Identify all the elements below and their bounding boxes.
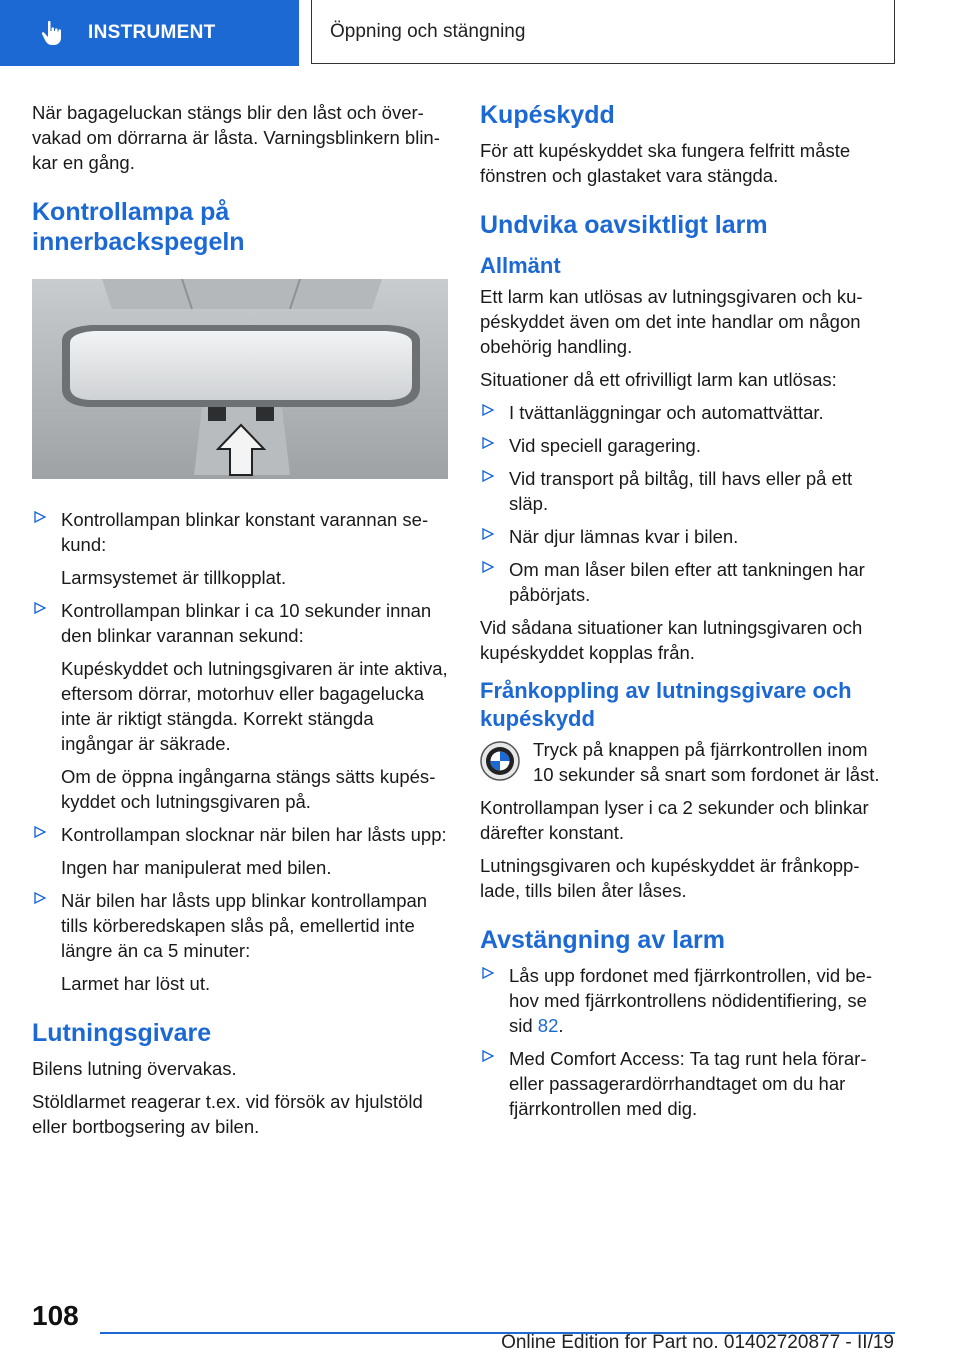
subheading-allmant: Allmänt bbox=[480, 253, 561, 278]
page-reference-link[interactable]: 82 bbox=[537, 1015, 559, 1036]
heading-kupeskydd: Kupéskydd bbox=[480, 101, 615, 129]
right-column bbox=[480, 100, 890, 1129]
list-item bbox=[480, 963, 890, 1038]
paragraph: För att kupéskyddet ska fungera felfritt måste fönstren och glastaket vara stängda. bbox=[480, 140, 851, 186]
list-item bbox=[480, 524, 890, 549]
paragraph: Kontrollampan lyser i ca 2 sekunder och blinkar därefter konstant. bbox=[480, 797, 869, 843]
list-item bbox=[32, 888, 448, 996]
bmw-key-button-icon bbox=[480, 741, 520, 781]
paragraph: Situationer då ett ofrivilligt larm kan utlösas: bbox=[480, 369, 837, 390]
paragraph: Bilens lutning övervakas. bbox=[32, 1058, 237, 1079]
paragraph: Ett larm kan utlösas av lutningsgivaren och kupéskyddet även om det inte handlar om någon obehörig handling. bbox=[480, 286, 863, 357]
intro-paragraph: När bagageluckan stängs blir den låst och övervakad om dörrarna är låsta. Varningsblinkern blinkar en gång. bbox=[32, 102, 440, 173]
list-item-sub: Larmsystemet är tillkopplat. bbox=[61, 567, 287, 588]
paragraph: Vid sådana situationer kan lutningsgivaren och kupéskyddet kopplas från. bbox=[480, 617, 863, 663]
page-header bbox=[0, 0, 960, 66]
indicator-list bbox=[32, 507, 448, 996]
rearview-mirror-image bbox=[32, 279, 448, 479]
section-tab bbox=[311, 0, 895, 64]
list-item-text: Kontrollampan slocknar när bilen har låsts upp: bbox=[61, 824, 447, 845]
list-item-sub: Kupéskyddet och lutningsgivaren är inte aktiva, eftersom dörrar, motorhuv eller bagagelucka inte är riktigt stängda. Korrekt stängda ingångar är säkrade. bbox=[61, 658, 448, 754]
left-column bbox=[32, 100, 448, 1147]
list-item-text: Kontrollampan blinkar konstant varannan sekund: bbox=[61, 509, 429, 555]
list-item bbox=[32, 598, 448, 814]
paragraph: Stöldlarmet reagerar t.ex. vid försök av hjulstöld eller bortbogsering av bilen. bbox=[32, 1091, 423, 1137]
list-item-sub: Om de öppna ingångarna stängs sätts kupéskyddet och lutningsgivaren på. bbox=[61, 766, 436, 812]
list-item bbox=[32, 822, 448, 880]
page-number: 108 bbox=[32, 1300, 79, 1331]
alarm-off-list bbox=[480, 963, 890, 1121]
list-item-text: I tvättanläggningar och automattvättar. bbox=[509, 402, 824, 423]
hand-pointer-icon bbox=[38, 19, 66, 47]
list-item-sub: Ingen har manipulerat med bilen. bbox=[61, 857, 332, 878]
list-item-text: Vid speciell garagering. bbox=[509, 435, 701, 456]
list-item bbox=[480, 466, 890, 516]
list-item-text: . bbox=[558, 1015, 564, 1036]
heading-avstangning: Avstängning av larm bbox=[480, 926, 725, 954]
list-item bbox=[32, 507, 448, 590]
list-item-text: När djur lämnas kvar i bilen. bbox=[509, 526, 739, 547]
paragraph: Tryck på knappen på fjärrkontrollen inom 10 sekunder så snart som fordonet är låst. bbox=[533, 739, 880, 785]
heading-kontrollampa: Kontrollampa på innerbackspegeln bbox=[32, 198, 245, 256]
list-item-text: Kontrollampan blinkar i ca 10 sekunder innan den blinkar varannan sekund: bbox=[61, 600, 432, 646]
list-item-text: Om man låser bilen efter att tankningen har påbörjats. bbox=[509, 559, 865, 605]
list-item bbox=[480, 433, 890, 458]
heading-lutningsgivare: Lutningsgivare bbox=[32, 1019, 212, 1047]
list-item-text: När bilen har låsts upp blinkar kontrollampan tills körberedskapen slås på, emellertid inte längre än ca 5 minuter: bbox=[61, 890, 428, 961]
chapter-tab bbox=[0, 0, 299, 66]
remote-instruction bbox=[480, 737, 890, 795]
list-item-text: Vid transport på biltåg, till havs eller på ett släp. bbox=[509, 468, 853, 514]
list-item bbox=[480, 557, 890, 607]
list-item bbox=[480, 1046, 890, 1121]
paragraph: Lutningsgivaren och kupéskyddet är frånkopplade, tills bilen åter låses. bbox=[480, 855, 860, 901]
section-label: Öppning och stängning bbox=[330, 20, 526, 42]
list-item-sub: Larmet har löst ut. bbox=[61, 973, 211, 994]
heading-undvika-larm: Undvika oavsiktligt larm bbox=[480, 211, 768, 239]
list-item-text: Med Comfort Access: Ta tag runt hela förareller passagerardörrhandtaget om du har fjärrkontrollen med dig. bbox=[509, 1048, 867, 1119]
subheading-frankoppling: Frånkoppling av lutningsgivare och kupéskydd bbox=[480, 678, 852, 731]
situation-list bbox=[480, 400, 890, 607]
list-item bbox=[480, 400, 890, 425]
footer-edition: Online Edition for Part no. 01402720877 - II/19 bbox=[501, 1332, 894, 1353]
list-item-text: Lås upp fordonet med fjärrkontrollen, vid behov med fjärrkontrollens nödidentifiering, se sid bbox=[509, 965, 873, 1036]
chapter-label: INSTRUMENT bbox=[88, 22, 216, 43]
